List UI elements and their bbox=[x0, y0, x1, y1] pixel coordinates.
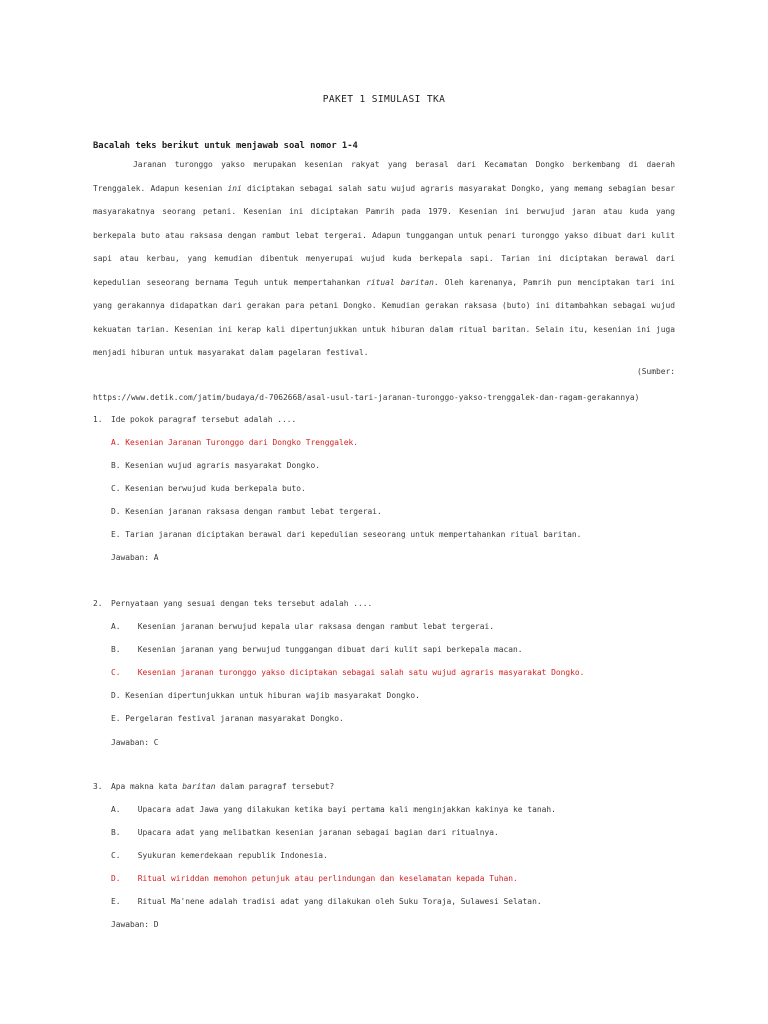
option-text: Upacara adat Jawa yang dilakukan ketika bayi pertama kali menginjakkan kakinya ke tanah. bbox=[137, 805, 556, 814]
option-text: Kesenian jaranan berwujud kepala ular raksasa dengan rambut lebat tergerai. bbox=[137, 622, 495, 631]
reading-passage bbox=[93, 153, 675, 365]
option-letter: D. bbox=[111, 507, 121, 516]
passage-italic: ini bbox=[227, 183, 242, 193]
option-3d bbox=[111, 874, 518, 883]
option-letter: C. bbox=[111, 851, 121, 860]
option-letter: E. bbox=[111, 897, 121, 906]
question-text: Ide pokok paragraf tersebut adalah .... bbox=[111, 415, 297, 424]
option-3e bbox=[111, 897, 542, 906]
option-text: Syukuran kemerdekaan republik Indonesia. bbox=[137, 851, 328, 860]
option-text: Upacara adat yang melibatkan kesenian jaranan sebagai bagian dari ritualnya. bbox=[137, 828, 499, 837]
option-1a bbox=[111, 438, 358, 447]
option-letter: E. bbox=[111, 714, 121, 723]
question-number: 3. bbox=[93, 782, 103, 791]
option-letter: A. bbox=[111, 438, 121, 447]
option-letter: A. bbox=[111, 622, 121, 631]
option-letter: D. bbox=[111, 691, 121, 700]
option-letter: B. bbox=[111, 645, 121, 654]
answer-1: Jawaban: A bbox=[111, 553, 159, 562]
option-2b bbox=[111, 645, 523, 654]
option-text: Kesenian jaranan yang berwujud tunggangan dibuat dari kulit sapi berkepala macan. bbox=[137, 645, 523, 654]
question-italic: baritan bbox=[182, 782, 216, 791]
question-3 bbox=[93, 782, 334, 791]
answer-2: Jawaban: C bbox=[111, 738, 159, 747]
passage-text: Jaranan turonggo yakso merupakan kesenian rakyat yang berasal dari Kecamatan Dongko berkembang di daerah Trenggalek. Adapun kesenian bbox=[93, 160, 675, 193]
option-text: Kesenian jaranan turonggo yakso diciptakan sebagai salah satu wujud agraris masyarakat Dongko. bbox=[137, 668, 585, 677]
answer-3: Jawaban: D bbox=[111, 920, 159, 929]
question-1 bbox=[93, 415, 296, 424]
reading-instruction: Bacalah teks berikut untuk menjawab soal nomor 1-4 bbox=[93, 141, 358, 151]
option-2a bbox=[111, 622, 494, 631]
option-text: Ritual wiriddan memohon petunjuk atau perlindungan dan keselamatan kepada Tuhan. bbox=[137, 874, 518, 883]
question-text: Apa makna kata bbox=[111, 782, 183, 791]
option-letter: E. bbox=[111, 530, 121, 539]
question-text: dalam paragraf tersebut? bbox=[215, 782, 335, 791]
option-2e bbox=[111, 714, 344, 723]
option-letter: C. bbox=[111, 668, 121, 677]
option-3c bbox=[111, 851, 328, 860]
question-text: Pernyataan yang sesuai dengan teks tersebut adalah .... bbox=[111, 599, 373, 608]
option-2c bbox=[111, 668, 584, 677]
option-1c bbox=[111, 484, 306, 493]
option-text: Ritual Ma'nene adalah tradisi adat yang dilakukan oleh Suku Toraja, Sulawesi Selatan. bbox=[137, 897, 542, 906]
option-text: Kesenian dipertunjukkan untuk hiburan wajib masyarakat Dongko. bbox=[125, 691, 420, 700]
passage-text: diciptakan sebagai salah satu wujud agraris masyarakat Dongko, yang memang sebagian besar masyarakatnya seorang petani. Kesenian ini diciptakan Pamrih pada 1979. Kesenian ini berwujud jaran atau kuda yang berkepala buto atau raksasa dengan rambut lebat tergerai. Adapun tunggangan untuk penari turonggo yakso dibuat dari kulit sapi atau kerbau, yang kemudian dibentuk menyerupai wujud kuda berkepala sapi. Tarian ini diciptakan berawal dari kepedulian seseorang bernama Teguh untuk mempertahankan bbox=[93, 183, 675, 287]
option-text: Tarian jaranan diciptakan berawal dari kepedulian seseorang untuk mempertahankan ritual baritan. bbox=[125, 530, 582, 539]
option-letter: B. bbox=[111, 828, 121, 837]
option-letter: C. bbox=[111, 484, 121, 493]
option-text: Kesenian jaranan raksasa dengan rambut lebat tergerai. bbox=[125, 507, 382, 516]
source-label: (Sumber: bbox=[636, 367, 675, 376]
option-letter: A. bbox=[111, 805, 121, 814]
question-number: 1. bbox=[93, 415, 103, 424]
source-url: https://www.detik.com/jatim/budaya/d-7062668/asal-usul-tari-jaranan-turonggo-yakso-trenggalek-dan-ragam-gerakannya) bbox=[93, 393, 640, 402]
option-3b bbox=[111, 828, 499, 837]
option-text: Pergelaran festival jaranan masyarakat Dongko. bbox=[125, 714, 344, 723]
page-title: PAKET 1 SIMULASI TKA bbox=[322, 94, 446, 105]
option-text: Kesenian wujud agraris masyarakat Dongko. bbox=[125, 461, 321, 470]
option-1b bbox=[111, 461, 320, 470]
option-1d bbox=[111, 507, 382, 516]
passage-text: . Oleh karenanya, Pamrih pun menciptakan tari ini yang gerakannya didapatkan dari gerakan para petani Dongko. Kemudian gerakan raksasa (buto) ini ditambahkan sebagai wujud kekuatan tarian. Kesenian ini kerap kali dipertunjukkan untuk hiburan dalam ritual baritan. Selain itu, kesenian ini juga menjadi hiburan untuk masyarakat dalam pagelaran festival. bbox=[93, 277, 675, 357]
passage-paragraph bbox=[93, 153, 675, 365]
option-3a bbox=[111, 805, 556, 814]
option-text: Kesenian Jaranan Turonggo dari Dongko Trenggalek. bbox=[125, 438, 359, 447]
question-number: 2. bbox=[93, 599, 103, 608]
question-2 bbox=[93, 599, 372, 608]
option-2d bbox=[111, 691, 420, 700]
option-1e bbox=[111, 530, 581, 539]
option-letter: D. bbox=[111, 874, 121, 883]
option-text: Kesenian berwujud kuda berkepala buto. bbox=[125, 484, 306, 493]
passage-italic: ritual baritan bbox=[366, 277, 434, 287]
option-letter: B. bbox=[111, 461, 121, 470]
